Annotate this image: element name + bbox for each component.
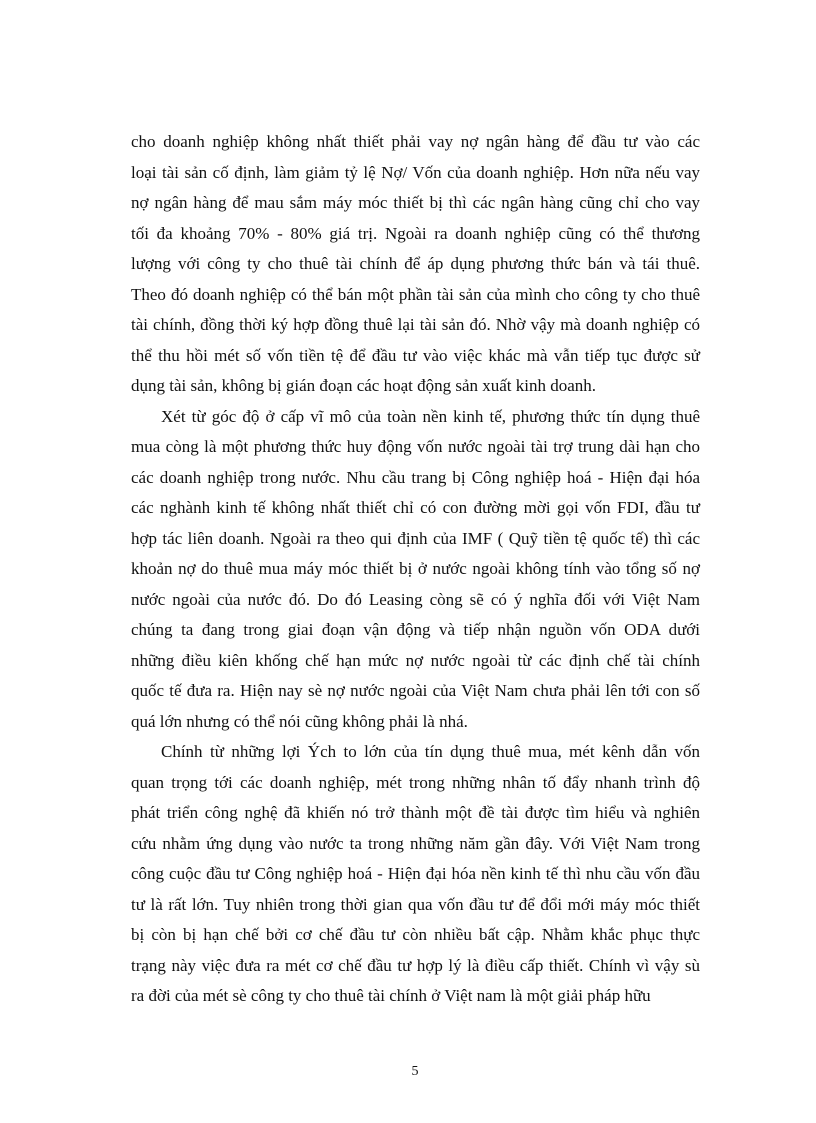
text-line: nước ngoài của nước đó. Do đó Leasing còng sẽ có ý nghĩa đối với Việt Nam <box>131 589 700 609</box>
text-line: dụng tài sản, không bị gián đoạn các hoạt động sản xuất kinh doanh. <box>131 376 597 395</box>
text-line: các doanh nghiệp trong nước. Nhu cầu trang bị Công nghiệp hoá - Hiện đại hóa <box>131 467 700 487</box>
text-line: thể thu hồi mét số vốn tiền tệ để đầu tư vào việc khác mà vẫn tiếp tục được sử <box>131 345 700 365</box>
paragraph <box>131 737 700 1012</box>
text-line: công cuộc đầu tư Công nghiệp hoá - Hiện đại hóa nền kinh tế thì nhu cầu vốn đầu <box>131 864 700 883</box>
text-line: mua còng là một phương thức huy động vốn nước ngoài tài trợ trung dài hạn cho <box>131 437 700 456</box>
text-line: phát triển công nghệ đã khiến nó trở thành một đề tài được tìm hiểu và nghiên <box>131 803 700 822</box>
text-line: những điều kiên khống chế hạn mức nợ nước ngoài từ các định chế tài chính <box>131 650 700 670</box>
page-number: 5 <box>411 1064 419 1079</box>
text-line: cứu nhằm ứng dụng vào nước ta trong những năm gần đây. Với Việt Nam trong <box>131 833 700 853</box>
text-line: chúng ta đang trong giai đoạn vận động và tiếp nhận nguồn vốn ODA dưới <box>131 620 700 639</box>
text-line: tài chính, đồng thời ký hợp đồng thuê lại tài sản đó. Nhờ vậy mà doanh nghiệp có <box>131 315 700 334</box>
text-line: ra đời của mét sè công ty cho thuê tài chính ở Việt nam là một giải pháp hữu <box>131 986 651 1005</box>
text-line: lượng với công ty cho thuê tài chính để áp dụng phương thức bán và tái thuê. <box>131 254 700 273</box>
body-text <box>131 127 700 1012</box>
text-line: quốc tế đưa ra. Hiện nay sè nợ nước ngoài của Việt Nam chưa phải lên tới con số <box>131 681 700 700</box>
text-line: Xét từ góc độ ở cấp vĩ mô của toàn nền kinh tế, phương thức tín dụng thuê <box>161 406 700 426</box>
text-line: hợp tác liên doanh. Ngoài ra theo qui định của IMF ( Quỹ tiền tệ quốc tế) thì các <box>131 528 700 548</box>
text-line: khoản nợ do thuê mua máy móc thiết bị ở nước ngoài không tính vào tổng số nợ <box>131 559 700 578</box>
text-line: nợ ngân hàng để mau sắm máy móc thiết bị thì các ngân hàng cũng chỉ cho vay <box>131 193 700 212</box>
text-line: các nghành kinh tế không nhất thiết chỉ có con đường mời gọi vốn FDI, đầu tư <box>131 498 700 517</box>
text-line: quá lớn nhưng có thể nói cũng không phải là nhá. <box>131 711 468 731</box>
paragraph <box>131 127 700 402</box>
paragraph <box>131 402 700 738</box>
text-line: Chính từ những lợi Ých to lớn của tín dụng thuê mua, mét kênh dẫn vốn <box>161 742 700 761</box>
text-line: quan trọng tới các doanh nghiệp, mét trong những nhân tố đẩy nhanh trình độ <box>131 772 700 792</box>
text-line: bị còn bị hạn chế bởi cơ chế đầu tư còn nhiều bất cập. Nhằm khắc phục thực <box>131 925 700 944</box>
text-line: cho doanh nghiệp không nhất thiết phải vay nợ ngân hàng để đầu tư vào các <box>131 132 700 151</box>
text-line: Theo đó doanh nghiệp có thể bán một phần tài sản của mình cho công ty cho thuê <box>131 284 700 304</box>
text-line: tối đa khoảng 70% - 80% giá trị. Ngoài ra doanh nghiệp cũng có thể thương <box>131 223 700 243</box>
text-line: loại tài sản cố định, làm giảm tỷ lệ Nợ/ Vốn của doanh nghiệp. Hơn nữa nếu vay <box>131 162 700 182</box>
text-line: trạng này việc đưa ra mét cơ chế đầu tư hợp lý là điều cấp thiết. Chính vì vậy sù <box>131 955 700 975</box>
text-line: tư là rất lớn. Tuy nhiên trong thời gian qua vốn đầu tư để đổi mới máy móc thiết <box>131 894 700 914</box>
